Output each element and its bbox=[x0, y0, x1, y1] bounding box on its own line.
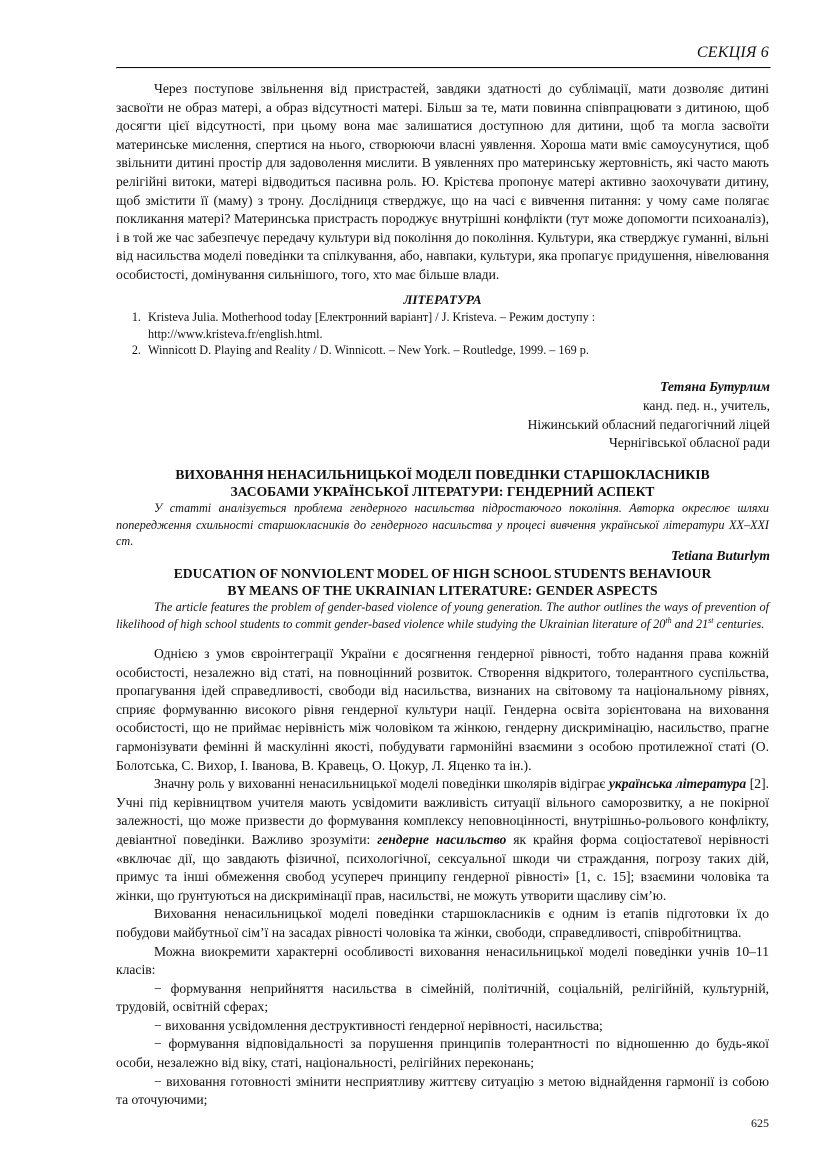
author-degree: канд. пед. н., учитель, bbox=[643, 397, 770, 413]
running-header-section: СЕКЦІЯ 6 bbox=[696, 44, 769, 61]
list-item: − виховання усвідомлення деструктивності ґендерної нерівності, насильства; bbox=[154, 1017, 603, 1033]
author-name: Тетяна Бутурлим bbox=[660, 379, 770, 394]
author-block bbox=[350, 378, 770, 453]
list-item: − виховання готовності змінити несприятливу життєву ситуацію з метою віднайдення гармонії із собою та оточуючими; bbox=[116, 1073, 769, 1108]
emphasis-term: гендерне насильство bbox=[377, 831, 507, 847]
body-paragraph: Виховання ненасильницької моделі поведінки старшокласників є одним із етапів підготовки їх до побудови майбутньої сім’ї на засадах рівності чоловіка та жінки, свободи, справедливості, співробітництва. bbox=[116, 906, 769, 940]
reference-item: 1. Kristeva Julia. Motherhood today [Електронний варіант] / J. Kristeva. – Режим доступу : http://www.kristeva.fr/english.html. bbox=[144, 309, 769, 342]
references-list bbox=[116, 309, 769, 359]
article-title-ua bbox=[116, 466, 769, 500]
author-org-parent: Чернігівської обласної ради bbox=[608, 435, 770, 451]
main-body bbox=[116, 645, 769, 1110]
reference-item: 2. Winnicott D. Playing and Reality / D. Winnicott. – New York. – Routledge, 1999. – 169 p. bbox=[144, 342, 769, 359]
title-en-line: EDUCATION OF NONVIOLENT MODEL OF HIGH SCHOOL STUDENTS BEHAVIOUR bbox=[173, 566, 712, 581]
body-paragraph: Значну роль у вихованні ненасильницької моделі поведінки школярів відіграє українська література [2]. Учні під керівництвом учителя мають усвідомити важливість ситуації вільного саморозвитку, а не покірної залежності, що може призвести до формування комплексу неповноцінності, внутрішньо-рольового конфлікту, девіантної поведінки. Важливо зрозуміти: гендерне насильство як крайня форма соціостатевої нерівності «включає дії, що завдають фізичної, психологічної, сексуальної шкоди чи страждання, погрозу таких дій, примус та інші обмеження свобод усупереч принципу гендерної рівності» [1, с. 15]; взаємини чоловіка та жінки, що ґрунтуються на дискримінації прав, насильстві, не можуть утворити щасливу сім’ю. bbox=[116, 776, 770, 903]
title-ua-line: ЗАСОБАМИ УКРАЇНСЬКОЇ ЛІТЕРАТУРИ: ГЕНДЕРНИЙ АСПЕКТ bbox=[230, 484, 655, 499]
header-rule bbox=[116, 67, 771, 69]
abstract-en-text: The article features the problem of gender-based violence of young generation. The author outlines the ways of prevention of likelihood of high school students to commit gender-based violence while studying the Ukrainian literature of 20th and 21st centuries. bbox=[116, 600, 769, 631]
list-item: − формування відповідальності за порушення принципів толерантності по відношенню до будь-якої особи, незалежно від віку, статі, національності, релігійних переконань; bbox=[116, 1036, 769, 1071]
intro-paragraph: Через поступове звільнення від пристрастей, завдяки здатності до сублімації, мати дозволяє дитині засвоїти не образ матері, а образ відсутності матері. Більш за те, мати повинна співпрацювати з дитиною, щоб досягти цієї відсутності, при цьому вона має залишатися доступною для дитини, щоб та могла засвоїти материнське мислення, спертися на нього, створюючи власні уявлення. Хороша мати вміє самоусунутися, щоб звільнити дитині простір для задоволення мислити. В уявленнях про материнську жертовність, які часто мають релігійні витоки, матері відводиться пасивна роль. Ю. Крістєва пропонує матері активно заохочувати дитину, щоб змістити її (маму) з трону. Дослідниця стверджує, що на часі є вивчення питання: у чому саме полягає покликання матері? Материнська пристрасть породжує внутрішні конфлікти (тут може допомогти психоаналіз), і в той же час забезпечує передачу культури від покоління до покоління. Культури, яка стверджує гуманні, вільні від насильства моделі поведінки та спілкування, або, навпаки, культури, яка пропагує придушення, нівелювання особистості, домінування сильнішого, того, хто має більше влади. bbox=[116, 81, 769, 282]
abstract-ua bbox=[116, 500, 769, 550]
emphasis-term: українська література bbox=[608, 776, 747, 792]
article-title-en bbox=[116, 565, 769, 599]
body-paragraph: Можна виокремити характерні особливості виховання ненасильницької моделі поведінки учнів 10–11 класів: bbox=[116, 943, 769, 978]
references-title: ЛІТЕРАТУРА bbox=[403, 292, 482, 307]
page-number: 625 bbox=[751, 1116, 769, 1130]
intro-section bbox=[116, 80, 769, 285]
abstract-en bbox=[116, 599, 769, 632]
abstract-ua-text: У статті аналізується проблема гендерного насильства підростаючого покоління. Авторка окреслює шляхи попередження схильності старшокласників до гендерного насильства у процесі вивчення української літератури ХХ–ХХІ ст. bbox=[116, 501, 769, 548]
title-en-line: BY MEANS OF THE UKRAINIAN LITERATURE: GENDER ASPECTS bbox=[227, 583, 658, 598]
title-ua-line: ВИХОВАННЯ НЕНАСИЛЬНИЦЬКОЇ МОДЕЛІ ПОВЕДІНКИ СТАРШОКЛАСНИКІВ bbox=[175, 467, 710, 482]
author-name-en: Tetiana Buturlym bbox=[671, 548, 770, 563]
list-item: − формування неприйняття насильства в сімейній, політичній, соціальній, релігійній, культурній, трудовій, освітній сферах; bbox=[116, 980, 769, 1015]
body-paragraph: Однією з умов євроінтеграції України є досягнення гендерної рівності, тобто надання права кожній особистості, незалежно від статі, на повноцінний розвиток. Створення відкритого, толерантного суспільства, пропагування ідей справедливості, свободи від насильства, визнаних на світовому та національному рівнях, сприяє формуванню високого рівня гендерної культури нації. Гендерна освіта зорієнтована на виховання особистості, що не приймає нерівність між чоловіком та жінкою, гендерну дискримінацію, насильство, прагне гармонізувати фемінні й маскулінні якості, побудувати гармонійні взаємини з особою протилежної статі (О. Болотська, С. Вихор, І. Іванова, В. Кравець, О. Цокур, Л. Яценко та ін.). bbox=[116, 646, 769, 773]
author-org: Ніжинський обласний педагогічний ліцей bbox=[527, 416, 770, 432]
